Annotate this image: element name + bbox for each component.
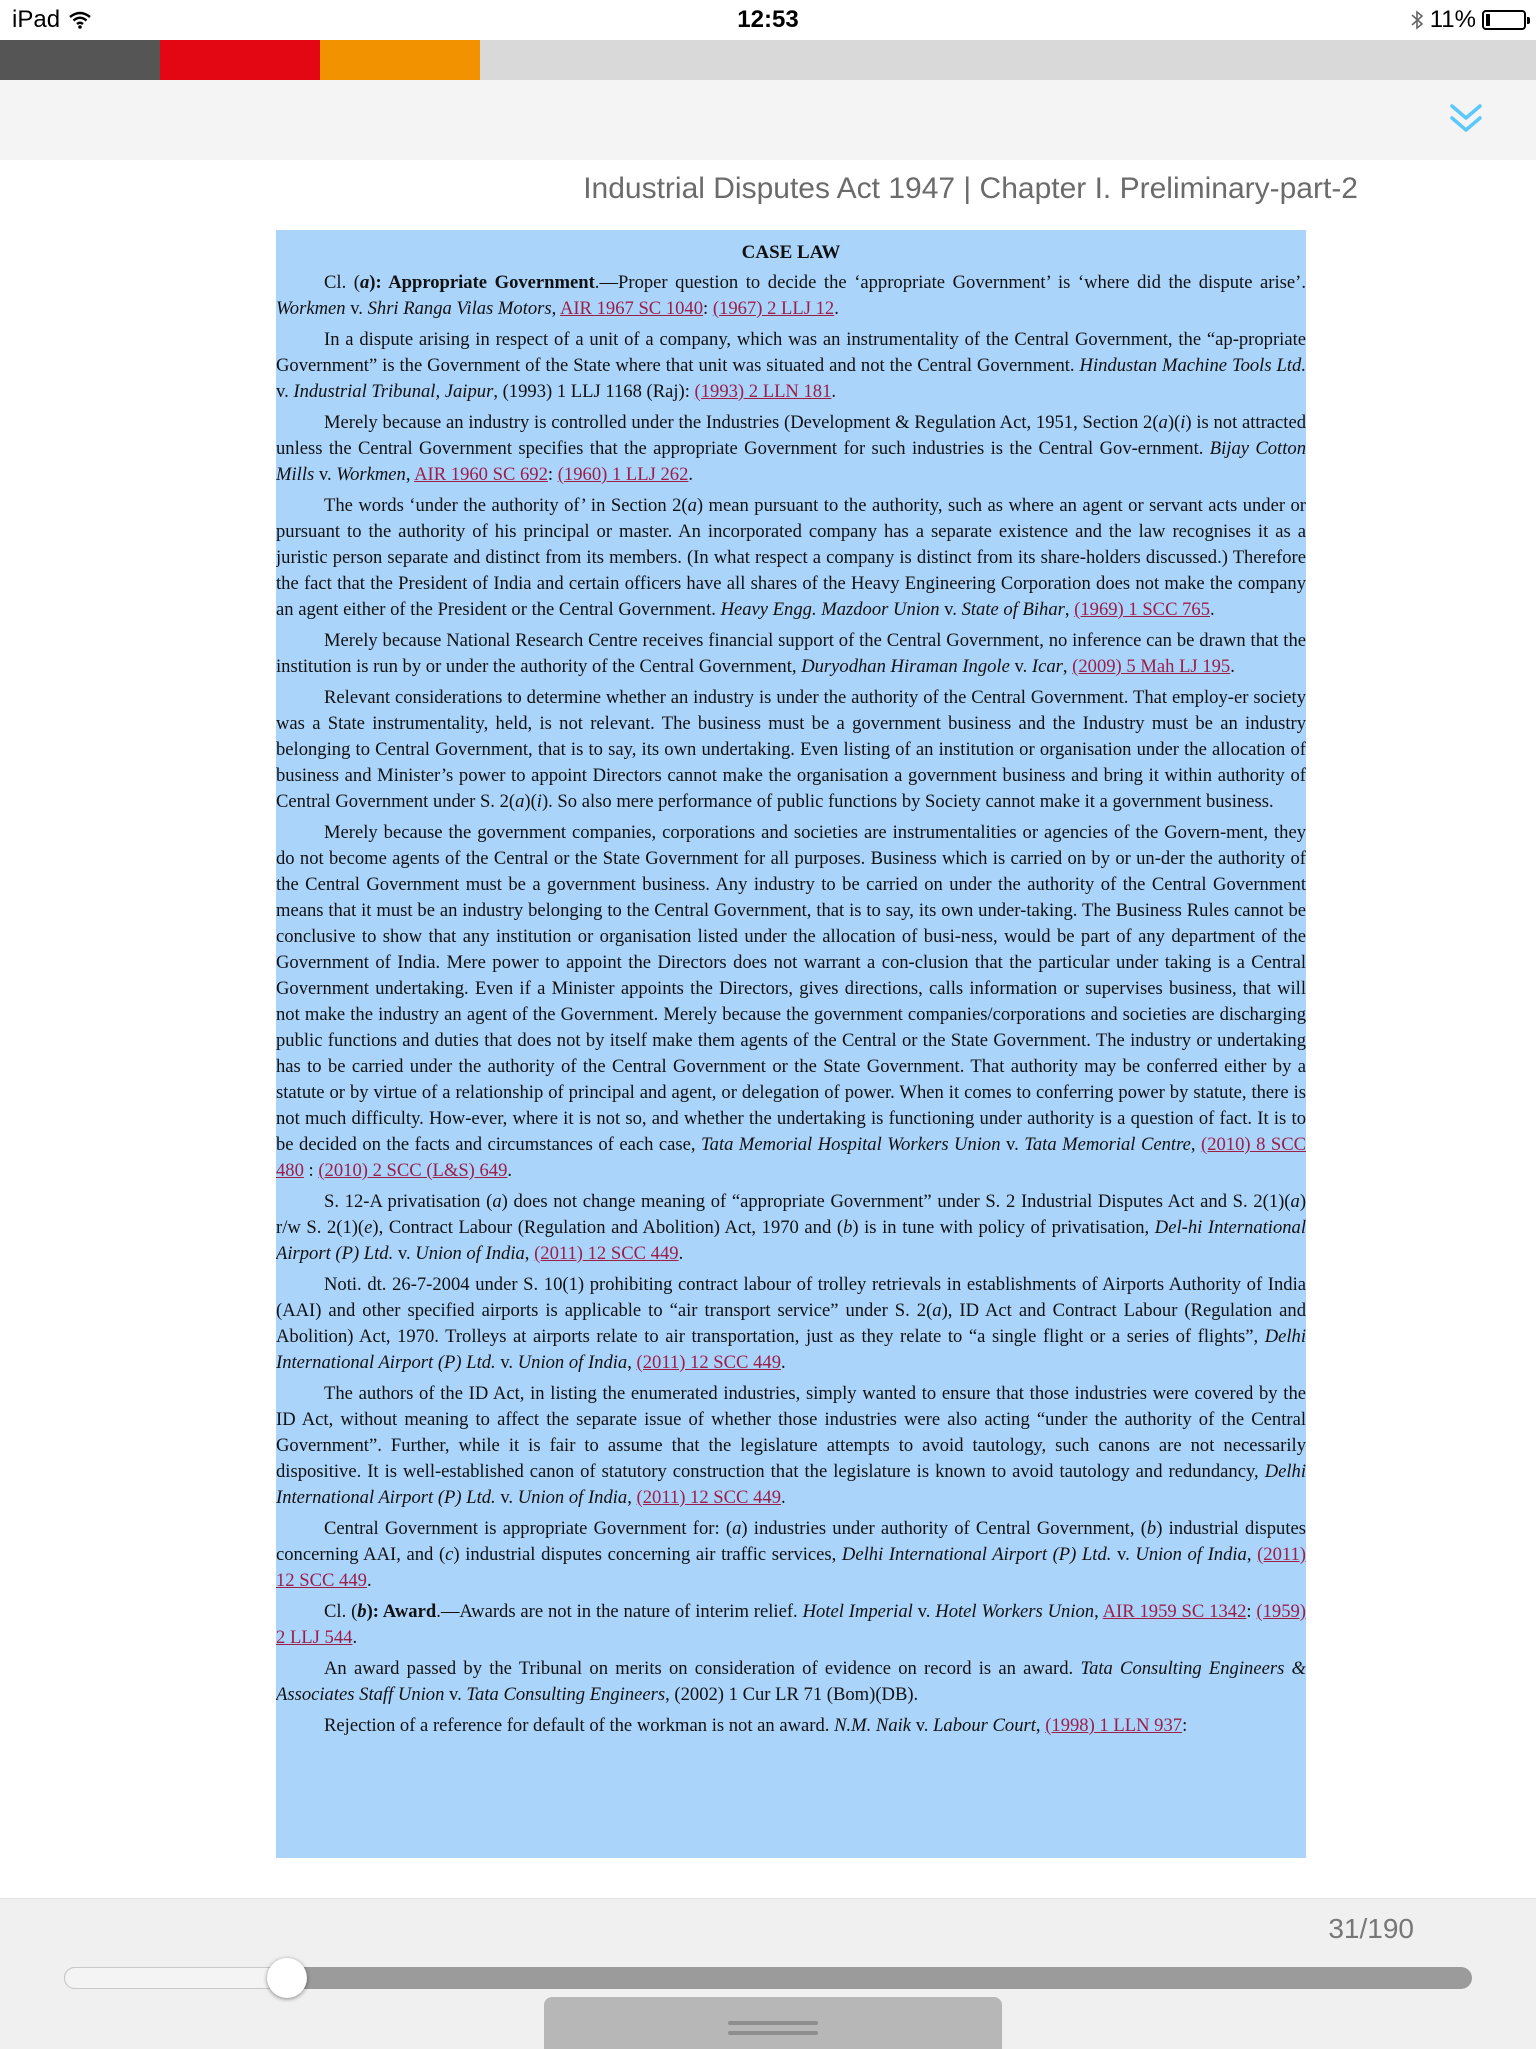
text-run: , — [405, 464, 415, 485]
styled-text: b — [843, 1217, 853, 1238]
text-run: : — [303, 1160, 319, 1181]
case-paragraph — [276, 410, 1306, 488]
text-run: ) r/w S. 2(1)( — [276, 1191, 1306, 1238]
text-run: .—Proper question to decide the ‘appropriate Government’ is ‘where did the dispute arise’. — [594, 272, 1306, 293]
paragraph-list — [276, 270, 1306, 1739]
citation-link[interactable]: AIR 1960 SC 692 — [414, 464, 548, 485]
citation-link[interactable]: (1959) 2 LLJ 544 — [276, 1601, 1306, 1648]
text-run: ) industries under authority of Central Government, ( — [741, 1518, 1147, 1539]
citation-link[interactable]: (2009) 5 Mah LJ 195 — [1072, 656, 1231, 677]
text-run: ), ID Act and Contract Labour (Regulation and Abolition) Act, 1970. Trolleys at airports relate to air transportation, just as they relate to “a single flight or a series of flights”, — [276, 1300, 1306, 1347]
styled-text: Hotel Workers Union — [935, 1601, 1095, 1622]
page-counter: 31/190 — [1328, 1913, 1414, 1944]
styled-text: a — [687, 495, 697, 516]
color-segment-orange — [320, 40, 480, 80]
case-paragraph — [276, 1189, 1306, 1267]
text-run: . — [352, 1627, 358, 1648]
styled-text: Delhi International Airport (P) Ltd. — [276, 1326, 1306, 1373]
text-run: Central Government is appropriate Government for: ( — [324, 1518, 733, 1539]
text-run: The authors of the ID Act, in listing the enumerated industries, simply wanted to ensure that those industries were covered by the ID Act, without meaning to affect the separate issue of whether those industries were also acting “under the authority of the Central Government”. Further, while it is fair to assume that the legislature attempts to avoid tautology, such canons are not necessarily dispositive. It is well-established canon of statutory construction that the legislature is known to avoid tautology and redundancy, — [276, 1383, 1306, 1482]
text-run: .—Awards are not in the nature of interim relief. — [436, 1601, 803, 1622]
page-title: Industrial Disputes Act 1947 | Chapter I. Preliminary-part-2 — [583, 172, 1358, 205]
slider-progress — [64, 1967, 287, 1989]
citation-link[interactable]: (2010) 2 SCC (L&S) 649 — [318, 1160, 508, 1181]
text-run: v. — [1009, 656, 1032, 677]
text-run: v. — [444, 1684, 467, 1705]
styled-text: Tata Memorial Centre — [1024, 1134, 1191, 1155]
text-run: In a dispute arising in respect of a unit of a company, which was an instrumentality of the Central Government, the “ap-propriate Government” is the Government of the State where that unit was situated and not the Central Government. — [276, 329, 1306, 376]
styled-text: Industrial Tribunal, Jaipur — [293, 381, 494, 402]
citation-link[interactable]: (2011) 12 SCC 449 — [276, 1544, 1306, 1591]
text-run: : — [1182, 1715, 1188, 1736]
case-paragraph — [276, 820, 1306, 1184]
styled-text: b — [357, 1601, 367, 1622]
text-run: . — [366, 1570, 372, 1591]
text-run: . — [781, 1487, 786, 1508]
case-paragraph — [276, 685, 1306, 815]
citation-link[interactable]: (1993) 2 LLN 181 — [694, 381, 832, 402]
styled-text: a — [1158, 412, 1168, 433]
text-run: Rejection of a reference for default of the workman is not an award. — [324, 1715, 835, 1736]
text-run: v. — [1111, 1544, 1136, 1565]
citation-link[interactable]: (2011) 12 SCC 449 — [534, 1243, 679, 1264]
text-run: )( — [524, 791, 537, 812]
styled-text: Hindustan Machine Tools Ltd. — [1079, 355, 1306, 376]
citation-link[interactable]: (1998) 1 LLN 937 — [1045, 1715, 1183, 1736]
styled-text: Tata Consulting Engineers — [466, 1684, 666, 1705]
battery-icon — [1482, 10, 1526, 30]
styled-text: Bijay Cotton Mills — [276, 438, 1306, 485]
styled-text: Union of India — [517, 1487, 628, 1508]
text-run: ) industrial disputes concerning air traffic services, — [453, 1544, 842, 1565]
case-paragraph — [276, 493, 1306, 623]
text-run: v. — [939, 599, 962, 620]
text-run: v. — [911, 1715, 934, 1736]
case-law-panel — [276, 230, 1306, 1858]
text-run: , — [1035, 1715, 1046, 1736]
device-name: iPad — [12, 6, 61, 33]
citation-link[interactable]: AIR 1967 SC 1040 — [559, 298, 704, 319]
case-paragraph — [276, 1272, 1306, 1376]
page-navigator — [0, 1898, 1536, 2049]
text-run: Relevant considerations to determine whether an industry is under the authority of the Central Government. That employ-er society was a State instrumentality, held, is not relevant. The business must be a government business and the Industry must be an industry belonging to Central Government, that is to say, its own undertaking. Even listing of an institution or organisation under the allocation of business and Minister’s power to appoint Directors cannot make the organisation a government business and bring it within authority of Central Government under S. 2( — [276, 687, 1306, 812]
citation-link[interactable]: (1960) 1 LLJ 262 — [557, 464, 689, 485]
text-run: ) is in tune with policy of privatisation, — [852, 1217, 1155, 1238]
styled-text: ): Award — [366, 1601, 437, 1622]
text-run: Cl. ( — [324, 272, 360, 293]
styled-text: Union of India — [517, 1352, 628, 1373]
text-run: v. — [1000, 1134, 1025, 1155]
text-run: ) does not change meaning of “appropriate Government” under S. 2 Industrial Disputes Act and S. 2(1)( — [501, 1191, 1291, 1212]
case-paragraph — [276, 270, 1306, 322]
case-paragraph — [276, 1656, 1306, 1708]
color-segment-dark — [0, 40, 160, 80]
text-run: v. — [495, 1487, 518, 1508]
text-run: , — [524, 1243, 535, 1264]
styled-text: a — [492, 1191, 502, 1212]
text-run: , — [1064, 599, 1075, 620]
text-run: . — [1210, 599, 1215, 620]
styled-text: a — [1290, 1191, 1300, 1212]
text-run: v. — [314, 464, 337, 485]
citation-link[interactable]: (2010) 8 SCC 480 — [276, 1134, 1306, 1181]
text-run: . — [678, 1243, 684, 1264]
styled-text: Shri Ranga Vilas Motors — [367, 298, 552, 319]
page-content[interactable] — [0, 160, 1536, 1898]
text-run: , — [1062, 656, 1073, 677]
styled-text: Hotel Imperial — [802, 1601, 913, 1622]
styled-text: e — [364, 1217, 373, 1238]
styled-text: a — [515, 791, 525, 812]
section-heading: CASE LAW — [741, 242, 841, 263]
text-run: , (1993) 1 LLJ 1168 (Raj): — [493, 381, 695, 402]
text-run: : — [547, 464, 558, 485]
styled-text: Icar — [1031, 656, 1063, 677]
styled-text: State of Bihar — [961, 599, 1065, 620]
text-run: v. — [393, 1243, 416, 1264]
text-run: An award passed by the Tribunal on merits on consideration of evidence on record is an award. — [324, 1658, 1081, 1679]
text-run: v. — [345, 298, 368, 319]
styled-text: Workmen — [276, 298, 346, 319]
styled-text: a — [359, 272, 370, 293]
styled-text: Delhi International Airport (P) Ltd. — [841, 1544, 1112, 1565]
styled-text: a — [732, 1518, 742, 1539]
styled-text: Delhi International Airport (P) Ltd. — [276, 1461, 1306, 1508]
styled-text: Tata Consulting Engineers & Associates Staff Union — [276, 1658, 1306, 1705]
text-run: . — [1230, 656, 1235, 677]
grip-line — [728, 2031, 818, 2035]
battery-percent: 11% — [1429, 6, 1476, 33]
clock: 12:53 — [737, 6, 799, 33]
page-slider[interactable] — [64, 1967, 1472, 1989]
text-run: , — [551, 298, 560, 319]
text-run: . — [781, 1352, 786, 1373]
text-run: : — [703, 298, 713, 319]
styled-text: Labour Court — [933, 1715, 1036, 1736]
citation-link[interactable]: (1969) 1 SCC 765 — [1074, 599, 1211, 620]
styled-text: i — [1180, 412, 1186, 433]
double-chevron-down-icon — [1436, 90, 1496, 150]
citation-link[interactable]: (2011) 12 SCC 449 — [636, 1352, 781, 1373]
text-run: : — [1246, 1601, 1257, 1622]
chapter-color-bar — [0, 40, 1536, 80]
bottom-drawer-handle[interactable] — [544, 1997, 1002, 2049]
reader-toolbar — [0, 80, 1536, 160]
text-run: , (2002) 1 Cur LR 71 (Bom)(DB). — [665, 1684, 919, 1705]
case-paragraph — [276, 628, 1306, 680]
text-run: ) industrial disputes concerning AAI, and ( — [276, 1518, 1306, 1565]
color-segment-red — [160, 40, 320, 80]
collapse-toolbar-button[interactable] — [1436, 90, 1496, 150]
styled-text: c — [445, 1544, 454, 1565]
text-run: . — [831, 381, 837, 402]
text-run: S. 12-A privatisation ( — [324, 1191, 493, 1212]
case-paragraph — [276, 1713, 1306, 1739]
text-run: v. — [495, 1352, 518, 1373]
slider-thumb[interactable] — [267, 1958, 307, 1998]
styled-text: Workmen — [336, 464, 406, 485]
text-run: v. — [912, 1601, 936, 1622]
citation-link[interactable]: (1967) 2 LLJ 12 — [712, 298, 835, 319]
text-run: ) is not attracted unless the Central Government specifies that the appropriate Government for such industries is the Central Gov-ernment. — [276, 412, 1306, 459]
status-bar — [0, 0, 1536, 40]
styled-text: N.M. Naik — [834, 1715, 912, 1736]
text-run: , — [1094, 1601, 1103, 1622]
case-paragraph — [276, 1599, 1306, 1651]
text-run: The words ‘under the authority of’ in Section 2( — [324, 495, 688, 516]
text-run: ) mean pursuant to the authority, such as where an agent or servant acts under or pursuant to the authority of his principal or master. An incorporated company has a separate existence and the law recognises it as a juristic person separate and distinct from its members. (In what respect a company is distinct from its share-holders discussed.) Therefore the fact that the President of India and certain officers have all shares of the Heavy Engineering Corporation does not make the company an agent either of the President or the Central Government. — [276, 495, 1306, 620]
text-run: )( — [1167, 412, 1181, 433]
battery-level — [1486, 14, 1490, 26]
bluetooth-icon — [1410, 9, 1424, 31]
status-right — [1410, 6, 1526, 34]
text-run: ). So also mere performance of public functions by Society cannot make it a government business. — [541, 791, 1274, 812]
text-run: , — [1190, 1134, 1202, 1155]
case-paragraph — [276, 1516, 1306, 1594]
styled-text: Union of India — [1135, 1544, 1247, 1565]
text-run: Noti. dt. 26-7-2004 under S. 10(1) prohibiting contract labour of trolley retrievals in establishments of Airports Authority of India (AAI) and other specified airports is applicable to “air transport service” under S. 2( — [276, 1274, 1306, 1321]
grip-line — [728, 2021, 818, 2025]
styled-text: b — [1146, 1518, 1157, 1539]
styled-text: Duryodhan Hiraman Ingole — [801, 656, 1010, 677]
text-run: . — [834, 298, 839, 319]
case-paragraph — [276, 327, 1306, 405]
text-run: Merely because National Research Centre receives financial support of the Central Government, no inference can be drawn that the institution is run by or under the authority of the Central Government, — [276, 630, 1306, 677]
text-run: Merely because the government companies, corporations and societies are instrumentalities or agencies of the Govern-ment, they do not become agents of the Central or the State Government for all purposes. Business which is carried on by or un-der the authority of the Central Government must be a government business. Any industry to be carried on under the authority of the Central Government means that it must be an industry belonging to the Central Government, that is to say, its own under-taking. The Business Rules cannot be conclusive to show that any institution or organisation listed under the allocation of busi-ness, would be part of any department of the Government of India. Mere power to appoint the Directors does not warrant a con-clusion that the particular under taking is a Central Government undertaking. Even if a Minister appoints the Directors, gives directions, calls information or supervises business, that will not make the industry an agent of the Government. Merely because the government companies/corporations and societies are discharging public functions and duties that does not by itself make them agents of the Central or the State Government. The industry or undertaking has to be carried under the authority of the Central Government or the State Government. That authority may be conferred either by a statute or by virtue of a relationship of principal and agent, or delegation of power. When it comes to conferring power by statute, there is not much difficulty. How-ever, where it is not so, and whether the undertaking is functioning under authority is a question of fact. It is to be decided on the facts and circumstances of each case, — [276, 822, 1306, 1155]
citation-link[interactable]: (2011) 12 SCC 449 — [636, 1487, 781, 1508]
styled-text: a — [932, 1300, 942, 1321]
text-run: , — [627, 1352, 637, 1373]
text-run: , — [627, 1487, 637, 1508]
text-run: . — [507, 1160, 513, 1181]
citation-link[interactable]: AIR 1959 SC 1342 — [1102, 1601, 1247, 1622]
styled-text: Heavy Engg. Mazdoor Union — [720, 599, 940, 620]
styled-text: ): Appropriate Government — [369, 272, 595, 293]
styled-text: i — [536, 791, 542, 812]
styled-text: Tata Memorial Hospital Workers Union — [701, 1134, 1001, 1155]
styled-text: Del-hi International Airport (P) Ltd. — [276, 1217, 1306, 1264]
styled-text: Union of India — [415, 1243, 525, 1264]
text-run: ), Contract Labour (Regulation and Abolition) Act, 1970 and ( — [372, 1217, 844, 1238]
text-run: Merely because an industry is controlled under the Industries (Development & Regulation Act, 1951, Section 2( — [324, 412, 1159, 433]
text-run: v. — [276, 381, 294, 402]
text-run: Cl. ( — [324, 1601, 358, 1622]
text-run: , — [1246, 1544, 1258, 1565]
text-run: . — [688, 464, 694, 485]
case-paragraph — [276, 1381, 1306, 1511]
